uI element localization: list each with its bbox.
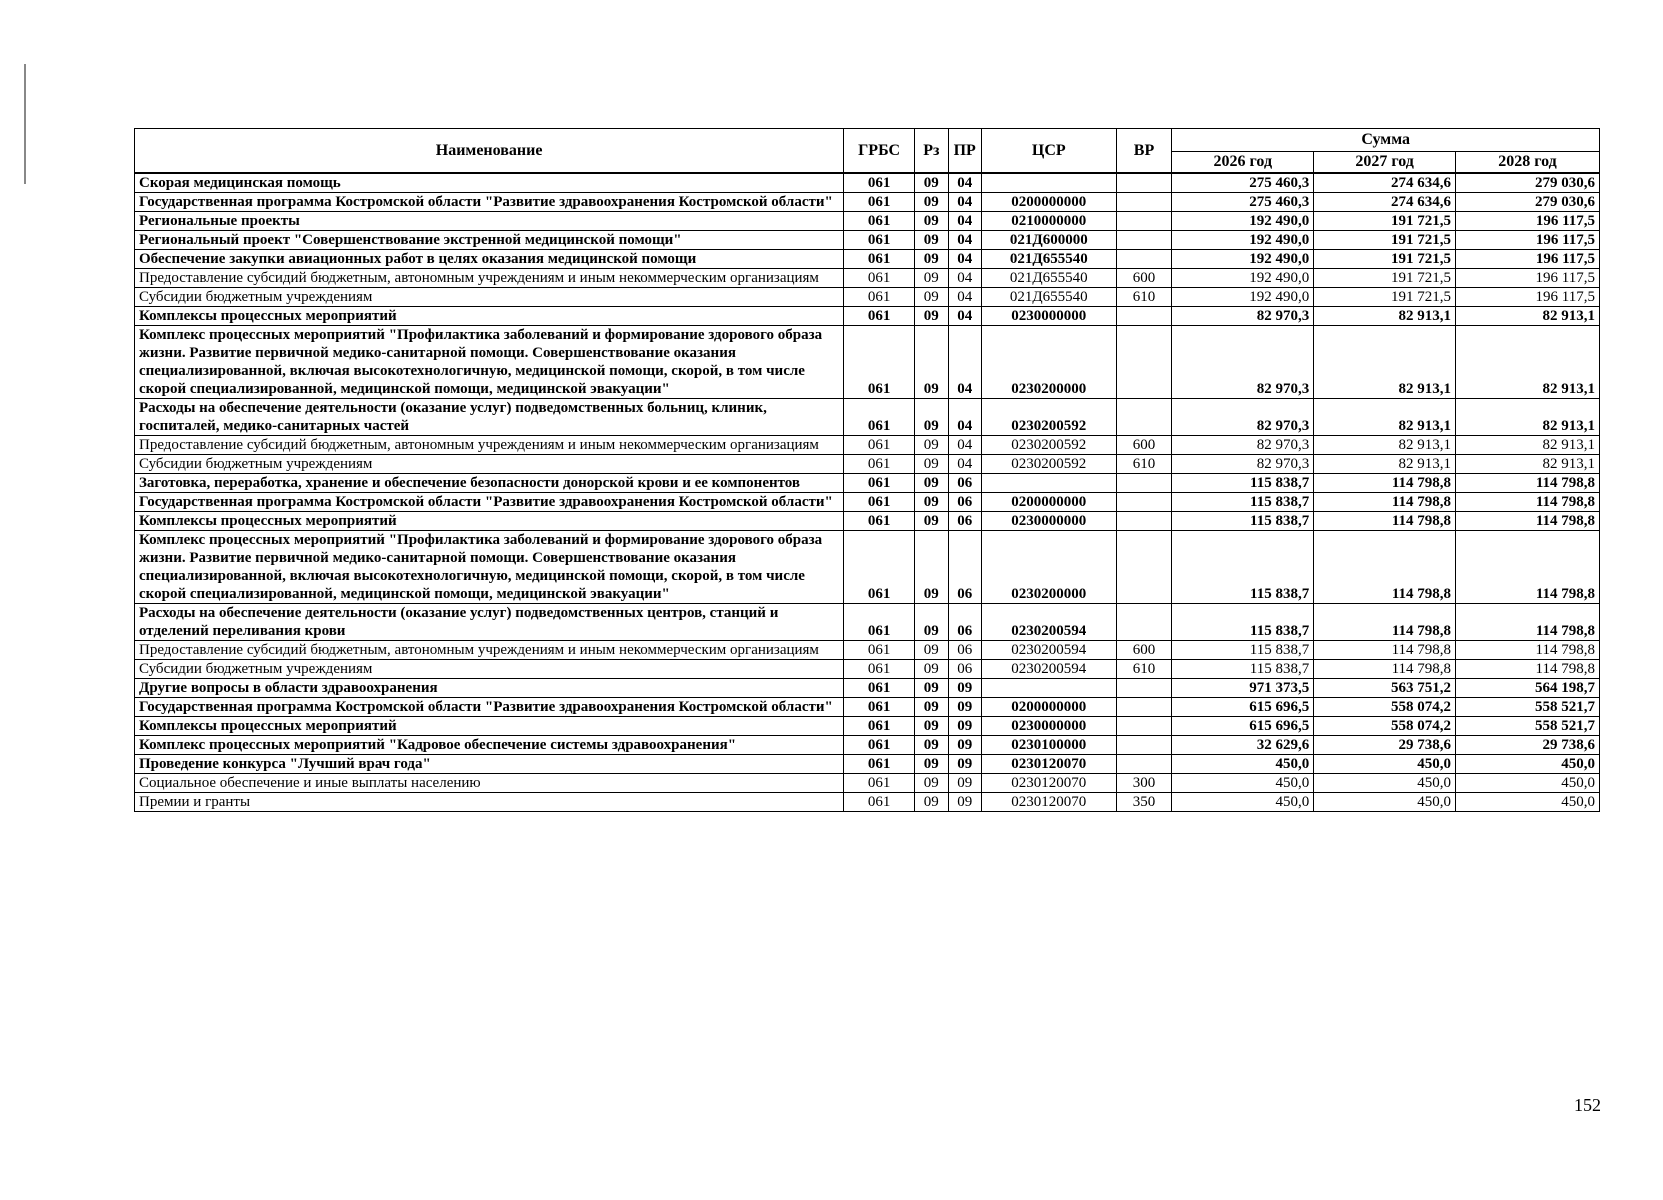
- cell-grbs: 061: [844, 531, 915, 604]
- cell-2027: 558 074,2: [1314, 698, 1456, 717]
- table-row: [135, 250, 1600, 269]
- cell-csr: 0230100000: [981, 736, 1116, 755]
- cell-vr: [1116, 173, 1172, 193]
- cell-name: Региональный проект "Совершенствование экстренной медицинской помощи": [135, 231, 844, 250]
- header-year-2026: 2026 год: [1172, 152, 1314, 174]
- cell-name: Региональные проекты: [135, 212, 844, 231]
- table-row: [135, 474, 1600, 493]
- cell-2027: 191 721,5: [1314, 231, 1456, 250]
- cell-csr: [981, 474, 1116, 493]
- header-pr: ПР: [948, 129, 981, 174]
- cell-grbs: 061: [844, 512, 915, 531]
- cell-2027: 114 798,8: [1314, 604, 1456, 641]
- cell-grbs: 061: [844, 793, 915, 812]
- cell-2028: 114 798,8: [1456, 604, 1600, 641]
- cell-2028: 114 798,8: [1456, 474, 1600, 493]
- cell-csr: 0230200000: [981, 531, 1116, 604]
- cell-vr: 600: [1116, 269, 1172, 288]
- cell-pr: 04: [948, 193, 981, 212]
- cell-2028: 196 117,5: [1456, 212, 1600, 231]
- cell-name: Расходы на обеспечение деятельности (оказание услуг) подведомственных больниц, клиник, госпиталей, медико-санитарных частей: [135, 399, 844, 436]
- table-row: [135, 307, 1600, 326]
- cell-2026: 115 838,7: [1172, 660, 1314, 679]
- cell-grbs: 061: [844, 288, 915, 307]
- cell-name: Государственная программа Костромской области "Развитие здравоохранения Костромской области": [135, 193, 844, 212]
- table-row: [135, 774, 1600, 793]
- cell-rz: 09: [915, 250, 948, 269]
- cell-rz: 09: [915, 326, 948, 399]
- cell-2026: 971 373,5: [1172, 679, 1314, 698]
- cell-grbs: 061: [844, 250, 915, 269]
- cell-vr: [1116, 755, 1172, 774]
- cell-name: Предоставление субсидий бюджетным, автономным учреждениям и иным некоммерческим организациям: [135, 269, 844, 288]
- cell-rz: 09: [915, 604, 948, 641]
- cell-2027: 450,0: [1314, 793, 1456, 812]
- table-row: [135, 269, 1600, 288]
- cell-csr: 0230200592: [981, 455, 1116, 474]
- cell-2027: 82 913,1: [1314, 455, 1456, 474]
- cell-2026: 192 490,0: [1172, 231, 1314, 250]
- table-row: [135, 399, 1600, 436]
- cell-2026: 275 460,3: [1172, 193, 1314, 212]
- cell-2028: 29 738,6: [1456, 736, 1600, 755]
- cell-2028: 82 913,1: [1456, 399, 1600, 436]
- cell-2028: 450,0: [1456, 793, 1600, 812]
- cell-vr: [1116, 698, 1172, 717]
- cell-grbs: 061: [844, 326, 915, 399]
- cell-pr: 04: [948, 288, 981, 307]
- cell-2027: 191 721,5: [1314, 250, 1456, 269]
- table-row: [135, 604, 1600, 641]
- cell-2028: 82 913,1: [1456, 326, 1600, 399]
- cell-2026: 82 970,3: [1172, 455, 1314, 474]
- cell-vr: [1116, 531, 1172, 604]
- cell-pr: 06: [948, 660, 981, 679]
- cell-name: Государственная программа Костромской области "Развитие здравоохранения Костромской области": [135, 698, 844, 717]
- scan-margin-line: [24, 64, 26, 184]
- cell-name: Социальное обеспечение и иные выплаты населению: [135, 774, 844, 793]
- cell-pr: 04: [948, 173, 981, 193]
- cell-pr: 04: [948, 212, 981, 231]
- cell-vr: 350: [1116, 793, 1172, 812]
- header-name: Наименование: [135, 129, 844, 174]
- cell-2028: 279 030,6: [1456, 193, 1600, 212]
- table-row: [135, 717, 1600, 736]
- cell-2028: 558 521,7: [1456, 717, 1600, 736]
- cell-2026: 192 490,0: [1172, 212, 1314, 231]
- cell-csr: 0230200594: [981, 604, 1116, 641]
- cell-csr: 0200000000: [981, 698, 1116, 717]
- cell-rz: 09: [915, 399, 948, 436]
- cell-grbs: 061: [844, 755, 915, 774]
- cell-csr: 0210000000: [981, 212, 1116, 231]
- cell-csr: 021Д655540: [981, 269, 1116, 288]
- cell-vr: [1116, 193, 1172, 212]
- cell-csr: 0230000000: [981, 512, 1116, 531]
- header-csr: ЦСР: [981, 129, 1116, 174]
- cell-pr: 06: [948, 604, 981, 641]
- cell-csr: 021Д655540: [981, 250, 1116, 269]
- cell-rz: 09: [915, 679, 948, 698]
- cell-pr: 04: [948, 399, 981, 436]
- cell-name: Комплексы процессных мероприятий: [135, 717, 844, 736]
- cell-grbs: 061: [844, 717, 915, 736]
- cell-2026: 192 490,0: [1172, 250, 1314, 269]
- cell-2026: 275 460,3: [1172, 173, 1314, 193]
- cell-grbs: 061: [844, 269, 915, 288]
- cell-rz: 09: [915, 307, 948, 326]
- cell-name: Другие вопросы в области здравоохранения: [135, 679, 844, 698]
- cell-csr: 021Д655540: [981, 288, 1116, 307]
- cell-grbs: 061: [844, 641, 915, 660]
- table-header: [135, 129, 1600, 174]
- cell-csr: 0230120070: [981, 774, 1116, 793]
- cell-2027: 274 634,6: [1314, 173, 1456, 193]
- cell-2026: 115 838,7: [1172, 512, 1314, 531]
- cell-2028: 564 198,7: [1456, 679, 1600, 698]
- cell-vr: [1116, 474, 1172, 493]
- cell-name: Государственная программа Костромской области "Развитие здравоохранения Костромской области": [135, 493, 844, 512]
- cell-2027: 114 798,8: [1314, 531, 1456, 604]
- cell-csr: 0230200592: [981, 436, 1116, 455]
- cell-name: Комплексы процессных мероприятий: [135, 307, 844, 326]
- cell-pr: 06: [948, 474, 981, 493]
- cell-name: Комплексы процессных мероприятий: [135, 512, 844, 531]
- cell-rz: 09: [915, 269, 948, 288]
- cell-rz: 09: [915, 474, 948, 493]
- cell-2027: 191 721,5: [1314, 288, 1456, 307]
- cell-2026: 615 696,5: [1172, 717, 1314, 736]
- cell-2028: 196 117,5: [1456, 250, 1600, 269]
- cell-2027: 82 913,1: [1314, 307, 1456, 326]
- cell-2028: 279 030,6: [1456, 173, 1600, 193]
- cell-2028: 196 117,5: [1456, 269, 1600, 288]
- cell-2028: 114 798,8: [1456, 660, 1600, 679]
- cell-pr: 06: [948, 531, 981, 604]
- cell-vr: 600: [1116, 436, 1172, 455]
- cell-rz: 09: [915, 288, 948, 307]
- cell-2028: 196 117,5: [1456, 288, 1600, 307]
- cell-rz: 09: [915, 660, 948, 679]
- cell-csr: 0200000000: [981, 193, 1116, 212]
- cell-csr: 021Д600000: [981, 231, 1116, 250]
- cell-2027: 114 798,8: [1314, 641, 1456, 660]
- cell-rz: 09: [915, 641, 948, 660]
- table-row: [135, 493, 1600, 512]
- cell-name: Предоставление субсидий бюджетным, автономным учреждениям и иным некоммерческим организациям: [135, 641, 844, 660]
- cell-csr: 0230120070: [981, 793, 1116, 812]
- cell-rz: 09: [915, 793, 948, 812]
- cell-2027: 450,0: [1314, 755, 1456, 774]
- cell-vr: [1116, 250, 1172, 269]
- table-row: [135, 288, 1600, 307]
- cell-grbs: 061: [844, 679, 915, 698]
- cell-vr: [1116, 604, 1172, 641]
- cell-2026: 82 970,3: [1172, 307, 1314, 326]
- cell-2028: 82 913,1: [1456, 307, 1600, 326]
- cell-vr: [1116, 512, 1172, 531]
- cell-2026: 192 490,0: [1172, 288, 1314, 307]
- cell-grbs: 061: [844, 193, 915, 212]
- cell-grbs: 061: [844, 660, 915, 679]
- cell-vr: 300: [1116, 774, 1172, 793]
- cell-rz: 09: [915, 231, 948, 250]
- cell-2027: 82 913,1: [1314, 399, 1456, 436]
- cell-pr: 09: [948, 793, 981, 812]
- cell-2028: 450,0: [1456, 774, 1600, 793]
- table-row: [135, 531, 1600, 604]
- cell-rz: 09: [915, 717, 948, 736]
- cell-2028: 82 913,1: [1456, 455, 1600, 474]
- cell-csr: 0230000000: [981, 717, 1116, 736]
- cell-rz: 09: [915, 193, 948, 212]
- table-row: [135, 455, 1600, 474]
- cell-2028: 114 798,8: [1456, 531, 1600, 604]
- table-row: [135, 736, 1600, 755]
- cell-name: Скорая медицинская помощь: [135, 173, 844, 193]
- cell-2028: 196 117,5: [1456, 231, 1600, 250]
- cell-2028: 114 798,8: [1456, 493, 1600, 512]
- cell-pr: 09: [948, 755, 981, 774]
- cell-rz: 09: [915, 493, 948, 512]
- cell-grbs: 061: [844, 436, 915, 455]
- cell-vr: [1116, 231, 1172, 250]
- cell-pr: 09: [948, 774, 981, 793]
- cell-grbs: 061: [844, 399, 915, 436]
- budget-table: [134, 128, 1600, 812]
- cell-pr: 09: [948, 679, 981, 698]
- cell-rz: 09: [915, 698, 948, 717]
- cell-2028: 558 521,7: [1456, 698, 1600, 717]
- cell-vr: 610: [1116, 288, 1172, 307]
- table-row: [135, 173, 1600, 193]
- cell-2028: 114 798,8: [1456, 641, 1600, 660]
- table-row: [135, 641, 1600, 660]
- cell-2027: 114 798,8: [1314, 474, 1456, 493]
- cell-csr: 0230120070: [981, 755, 1116, 774]
- cell-rz: 09: [915, 436, 948, 455]
- cell-2027: 558 074,2: [1314, 717, 1456, 736]
- cell-2027: 82 913,1: [1314, 326, 1456, 399]
- cell-2027: 114 798,8: [1314, 660, 1456, 679]
- cell-2027: 450,0: [1314, 774, 1456, 793]
- cell-pr: 09: [948, 736, 981, 755]
- cell-grbs: 061: [844, 736, 915, 755]
- cell-2026: 450,0: [1172, 774, 1314, 793]
- cell-2026: 115 838,7: [1172, 604, 1314, 641]
- cell-2026: 450,0: [1172, 793, 1314, 812]
- page-number: 152: [1574, 1095, 1601, 1115]
- cell-2028: 450,0: [1456, 755, 1600, 774]
- cell-pr: 06: [948, 512, 981, 531]
- cell-csr: 0230200594: [981, 660, 1116, 679]
- cell-rz: 09: [915, 531, 948, 604]
- cell-vr: 600: [1116, 641, 1172, 660]
- cell-name: Премии и гранты: [135, 793, 844, 812]
- cell-vr: 610: [1116, 660, 1172, 679]
- cell-2027: 114 798,8: [1314, 493, 1456, 512]
- table-row: [135, 193, 1600, 212]
- cell-2026: 115 838,7: [1172, 474, 1314, 493]
- cell-grbs: 061: [844, 212, 915, 231]
- cell-2026: 115 838,7: [1172, 493, 1314, 512]
- cell-vr: [1116, 326, 1172, 399]
- cell-2026: 192 490,0: [1172, 269, 1314, 288]
- cell-name: Субсидии бюджетным учреждениям: [135, 660, 844, 679]
- cell-grbs: 061: [844, 774, 915, 793]
- cell-name: Субсидии бюджетным учреждениям: [135, 455, 844, 474]
- cell-2027: 191 721,5: [1314, 212, 1456, 231]
- cell-csr: 0230000000: [981, 307, 1116, 326]
- cell-2026: 82 970,3: [1172, 399, 1314, 436]
- cell-rz: 09: [915, 212, 948, 231]
- cell-name: Субсидии бюджетным учреждениям: [135, 288, 844, 307]
- cell-grbs: 061: [844, 455, 915, 474]
- cell-rz: 09: [915, 173, 948, 193]
- cell-grbs: 061: [844, 173, 915, 193]
- cell-name: Расходы на обеспечение деятельности (оказание услуг) подведомственных центров, станций и отделений переливания крови: [135, 604, 844, 641]
- cell-pr: 06: [948, 641, 981, 660]
- cell-pr: 06: [948, 493, 981, 512]
- cell-pr: 04: [948, 231, 981, 250]
- cell-2026: 115 838,7: [1172, 531, 1314, 604]
- table-body: [135, 173, 1600, 812]
- cell-2026: 450,0: [1172, 755, 1314, 774]
- cell-vr: [1116, 307, 1172, 326]
- cell-vr: [1116, 212, 1172, 231]
- cell-2027: 191 721,5: [1314, 269, 1456, 288]
- cell-2027: 563 751,2: [1314, 679, 1456, 698]
- cell-2028: 114 798,8: [1456, 512, 1600, 531]
- cell-2026: 82 970,3: [1172, 436, 1314, 455]
- table-row: [135, 679, 1600, 698]
- table-row: [135, 698, 1600, 717]
- cell-grbs: 061: [844, 307, 915, 326]
- cell-name: Заготовка, переработка, хранение и обеспечение безопасности донорской крови и ее компонентов: [135, 474, 844, 493]
- table-row: [135, 231, 1600, 250]
- cell-pr: 09: [948, 717, 981, 736]
- cell-2028: 82 913,1: [1456, 436, 1600, 455]
- cell-2027: 114 798,8: [1314, 512, 1456, 531]
- cell-2026: 615 696,5: [1172, 698, 1314, 717]
- header-year-2028: 2028 год: [1456, 152, 1600, 174]
- cell-name: Комплекс процессных мероприятий "Профилактика заболеваний и формирование здорового образа жизни. Развитие первичной медико-санитарной помощи. Совершенствование оказания специализированной, включая высокотехнологичную, медицинской помощи, скорой, в том числе скорой специализированной, медицинской помощи, медицинской эвакуации": [135, 531, 844, 604]
- header-vr: ВР: [1116, 129, 1172, 174]
- cell-name: Обеспечение закупки авиационных работ в целях оказания медицинской помощи: [135, 250, 844, 269]
- cell-vr: [1116, 493, 1172, 512]
- cell-name: Предоставление субсидий бюджетным, автономным учреждениям и иным некоммерческим организациям: [135, 436, 844, 455]
- cell-rz: 09: [915, 755, 948, 774]
- cell-pr: 09: [948, 698, 981, 717]
- table-row: [135, 436, 1600, 455]
- cell-csr: 0230200594: [981, 641, 1116, 660]
- cell-csr: 0230200592: [981, 399, 1116, 436]
- table-row: [135, 660, 1600, 679]
- cell-rz: 09: [915, 774, 948, 793]
- cell-vr: [1116, 679, 1172, 698]
- cell-grbs: 061: [844, 231, 915, 250]
- cell-2027: 82 913,1: [1314, 436, 1456, 455]
- header-year-2027: 2027 год: [1314, 152, 1456, 174]
- table-row: [135, 326, 1600, 399]
- cell-grbs: 061: [844, 604, 915, 641]
- cell-rz: 09: [915, 736, 948, 755]
- cell-rz: 09: [915, 512, 948, 531]
- header-sum: Сумма: [1172, 129, 1600, 152]
- header-rz: Рз: [915, 129, 948, 174]
- table-row: [135, 755, 1600, 774]
- cell-pr: 04: [948, 455, 981, 474]
- cell-csr: 0200000000: [981, 493, 1116, 512]
- cell-2026: 32 629,6: [1172, 736, 1314, 755]
- cell-csr: 0230200000: [981, 326, 1116, 399]
- cell-pr: 04: [948, 326, 981, 399]
- cell-vr: [1116, 399, 1172, 436]
- cell-csr: [981, 173, 1116, 193]
- cell-pr: 04: [948, 436, 981, 455]
- cell-csr: [981, 679, 1116, 698]
- cell-rz: 09: [915, 455, 948, 474]
- table-row: [135, 212, 1600, 231]
- header-grbs: ГРБС: [844, 129, 915, 174]
- cell-vr: 610: [1116, 455, 1172, 474]
- cell-2026: 82 970,3: [1172, 326, 1314, 399]
- cell-pr: 04: [948, 269, 981, 288]
- cell-name: Комплекс процессных мероприятий "Кадровое обеспечение системы здравоохранения": [135, 736, 844, 755]
- cell-grbs: 061: [844, 474, 915, 493]
- cell-grbs: 061: [844, 493, 915, 512]
- table-row: [135, 793, 1600, 812]
- cell-pr: 04: [948, 307, 981, 326]
- cell-vr: [1116, 736, 1172, 755]
- cell-2027: 274 634,6: [1314, 193, 1456, 212]
- cell-name: Проведение конкурса "Лучший врач года": [135, 755, 844, 774]
- cell-name: Комплекс процессных мероприятий "Профилактика заболеваний и формирование здорового образа жизни. Развитие первичной медико-санитарной помощи. Совершенствование оказания специализированной, включая высокотехнологичную, медицинской помощи, скорой, в том числе скорой специализированной, медицинской помощи, медицинской эвакуации": [135, 326, 844, 399]
- cell-2027: 29 738,6: [1314, 736, 1456, 755]
- cell-vr: [1116, 717, 1172, 736]
- cell-pr: 04: [948, 250, 981, 269]
- table-row: [135, 512, 1600, 531]
- cell-grbs: 061: [844, 698, 915, 717]
- cell-2026: 115 838,7: [1172, 641, 1314, 660]
